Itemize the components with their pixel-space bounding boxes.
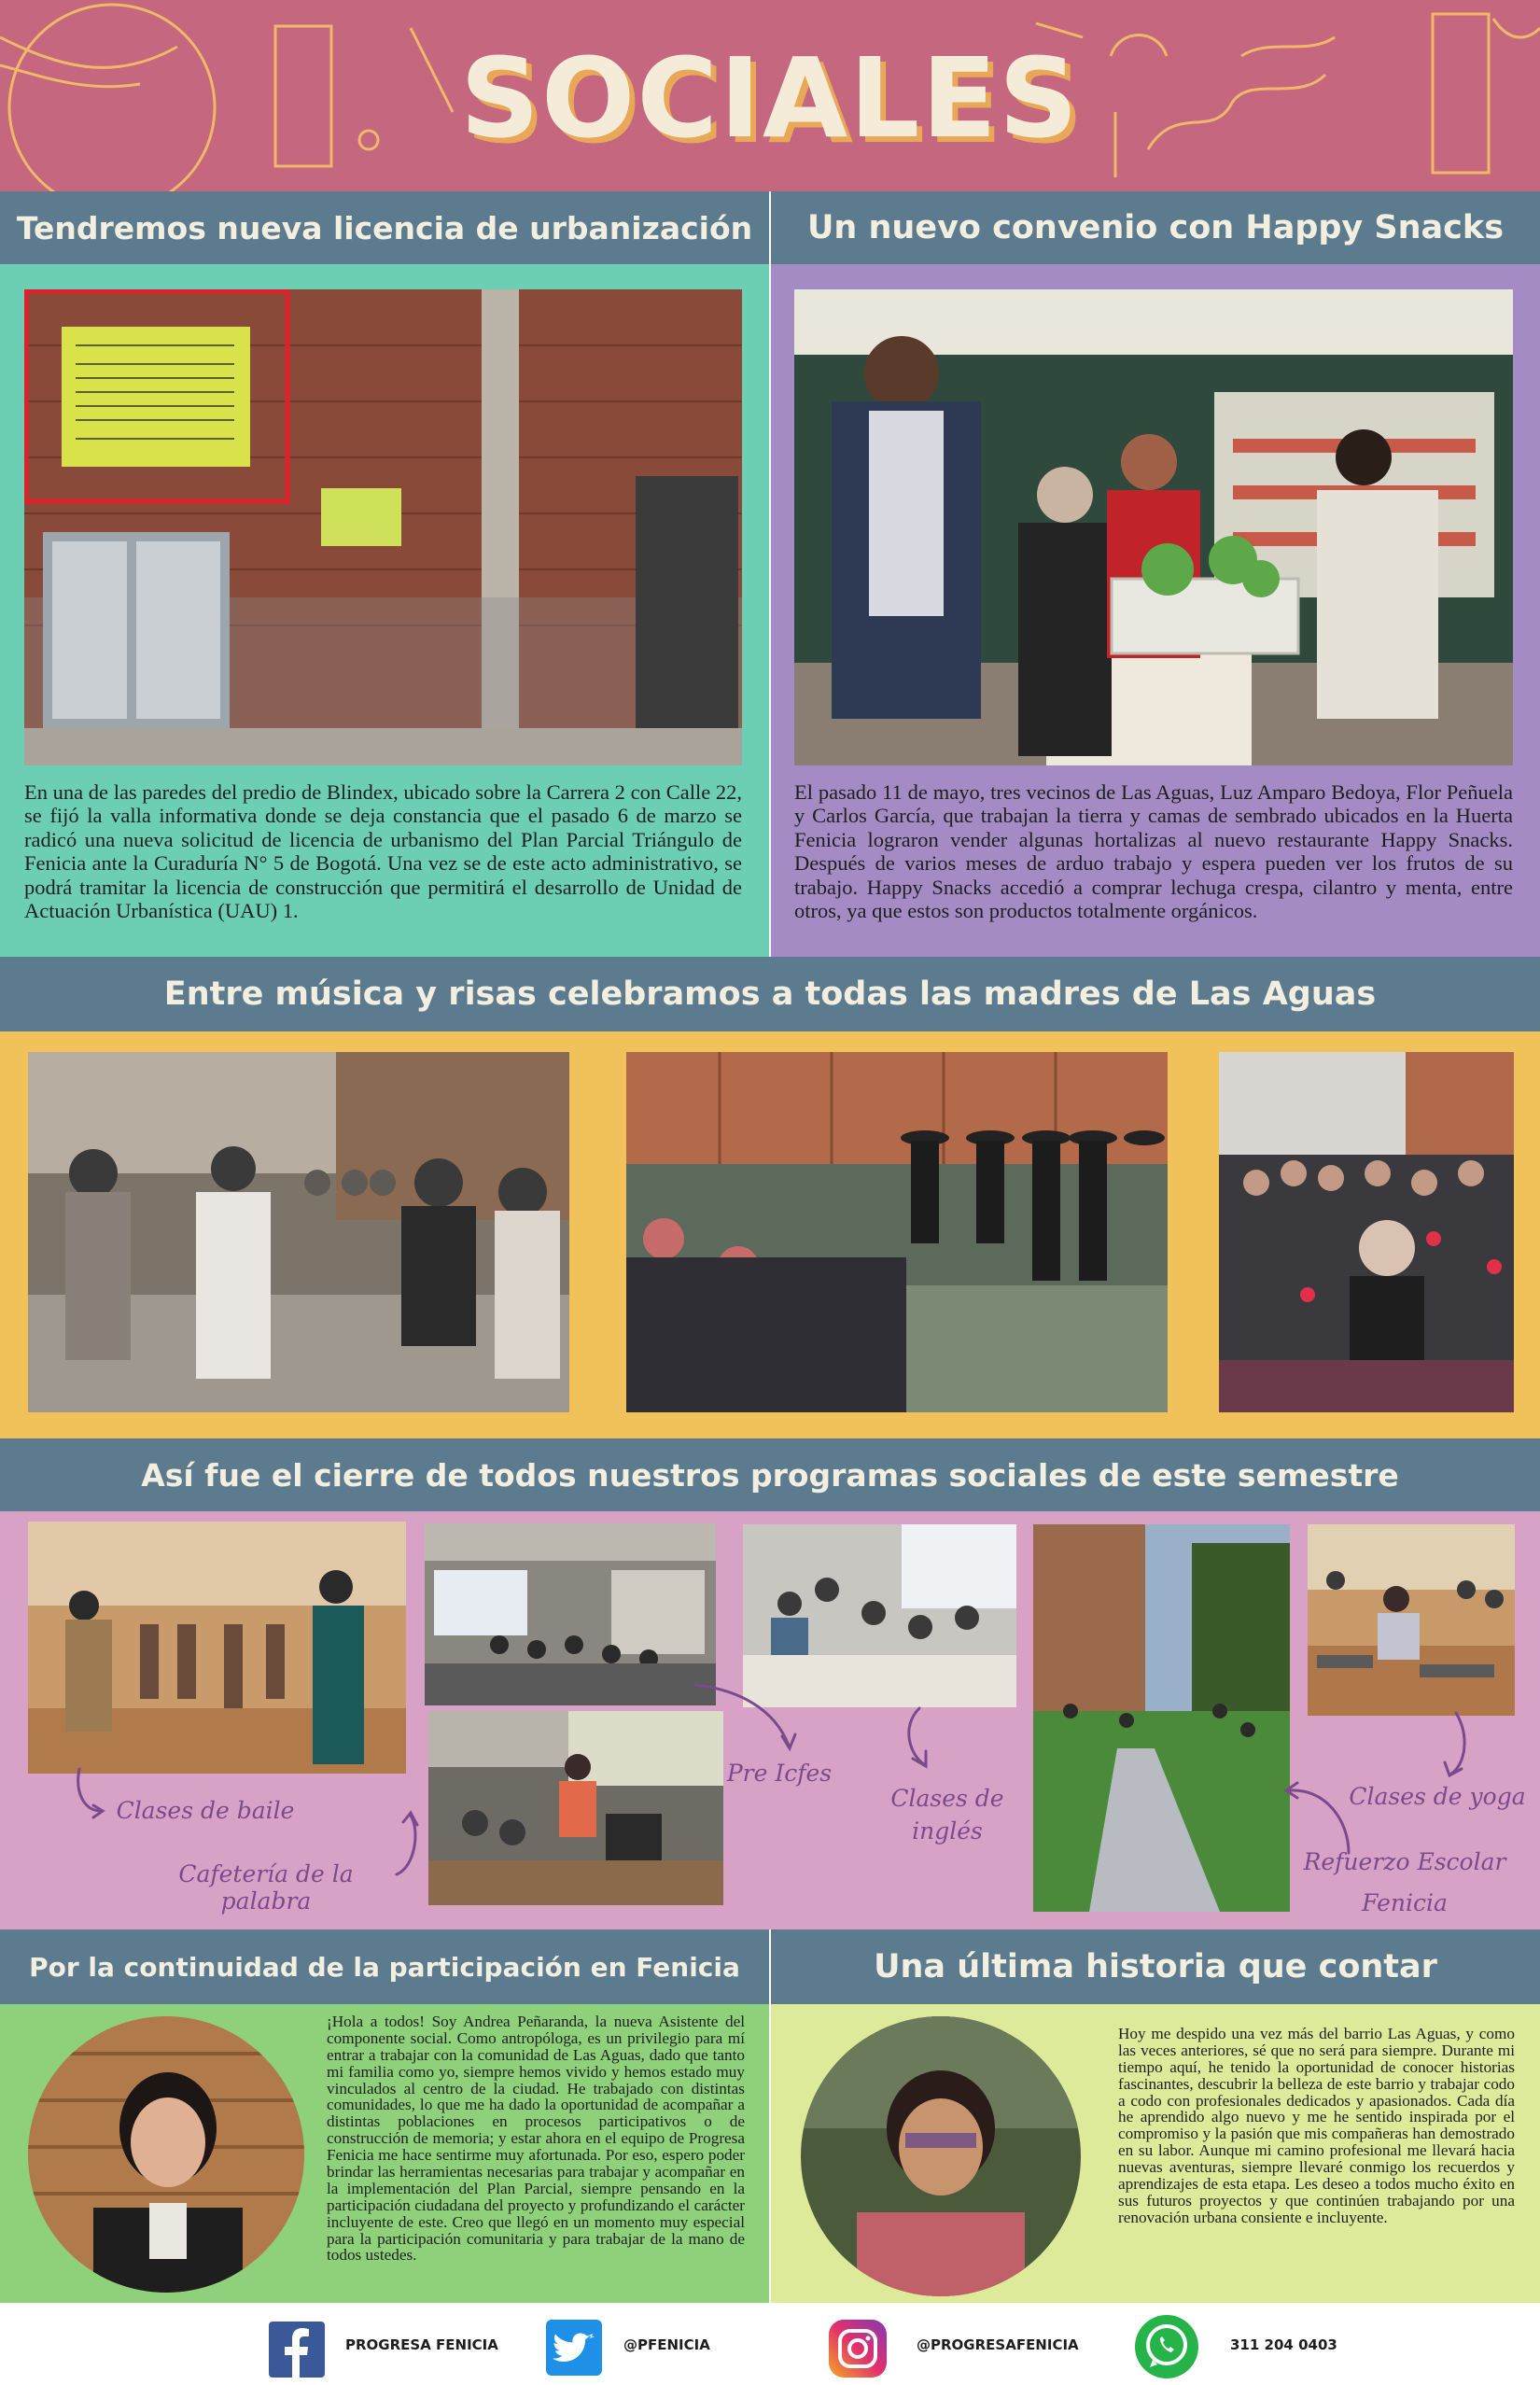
footer-twitter-handle[interactable]: @PFENICIA: [623, 2336, 710, 2353]
section-heading-happy-snacks: Un nuevo convenio con Happy Snacks: [771, 191, 1540, 264]
section-continuidad-body: ¡Hola a todos! Soy Andrea Peñaranda, la nueva Asistente del componente social. Como antropóloga, es un privilegio para mí entrar a trabajar con la comunidad de Las Aguas, dado que tanto mi familia como yo, siempre hemos vivido y hemos estado muy vinculados al centro de la ciudad. He trabajado con distintas comunidades, lo que me ha dado la oportunidad de acompañar a distintas poblaciones en procesos participativos o de construcción de memoria; y estar ahora en el equipo de Progresa Fenicia me hace sentirme muy afortunada. Por eso, espero poder brindar las herramientas necesarias para trabajar y acompañar en la implementación del Plan Parcial, siempre pensando en la participación ciudadana del proyecto y profundizando el carácter incluyente de este. Creo que llegó en un momento muy especial para la participación comunitaria y para trabajar de la mano de todos ustedes.: [327, 2013, 745, 2265]
label-refuerzo-escolar-line1: Refuerzo Escolar: [1303, 1848, 1506, 1875]
footer-facebook-handle[interactable]: PROGRESA FENICIA: [345, 2336, 498, 2353]
section-happy-snacks-body: El pasado 11 de mayo, tres vecinos de Las Aguas, Luz Amparo Bedoya, Flor Peñuela y Carlos García, que trabajan la tierra y camas de sembrado ubicados en la Huerta Fenicia lograron vender algunas hortalizas al nuevo restaurante Happy Snacks. Después de varios meses de arduo trabajo y espera pueden ver los frutos de su trabajo. Happy Snacks accedió a comprar lechuga crespa, cilantro y menta, entre otros, ya que estos son productos totalmente orgánicos.: [794, 780, 1513, 923]
photo-madres-baile: [28, 1052, 569, 1412]
portrait-despedida: [801, 2016, 1081, 2296]
photo-cafeteria-palabra-1: [425, 1523, 716, 1705]
label-clases-ingles-line2: inglés: [912, 1817, 983, 1845]
column-divider: [769, 191, 771, 957]
photo-cafeteria-palabra-2: [428, 1711, 723, 1905]
photo-pre-icfes: [743, 1524, 1016, 1707]
photo-clases-yoga: [1308, 1524, 1515, 1716]
section-ultima-historia-body: Hoy me despido una vez más del barrio Las Aguas, y como las veces anteriores, sé que no será para siempre. Durante mi tiempo aquí, he tenido la oportunidad de conocer historias fascinantes, descubrir la belleza de este barrio y trabajar codo a codo con profesionales dedicados y apasionados. Cada día he aprendido algo nuevo y me he sentido inspirada por el compromiso y la pasión que mis compañeras han demostrado en su labor. Aunque mi camino profesional me llevará hacia nuevas aventuras, siempre llevaré conmigo los recuerdos y aprendizajes de esta etapa. Les deseo a todos mucho éxito en sus futuros proyectos y que continúen trabajando por una renovación urbana consiente e incluyente.: [1118, 2025, 1515, 2226]
facebook-icon[interactable]: [269, 2322, 325, 2378]
label-pre-icfes: Pre Icfes: [726, 1760, 833, 1787]
photo-valla-blindex: [24, 289, 742, 765]
section-heading-ultima-historia: Una última historia que contar: [771, 1929, 1540, 2004]
section-licencia-body: En una de las paredes del predio de Blindex, ubicado sobre la Carrera 2 con Calle 22, se fijó la valla informativa donde se deja constancia que el pasado 6 de marzo se radicó una nueva solicitud de licencia de urbanismo del Plan Parcial Triángulo de Fenicia ante la Curaduría N° 5 de Bogotá. Una vez se de este acto administrativo, se podrá tramitar la licencia de construcción que permitirá el desarrollo de Unidad de Actuación Urbanística (UAU) 1.: [24, 780, 742, 923]
portrait-andrea-penaranda: [28, 2016, 304, 2293]
twitter-icon[interactable]: [546, 2320, 602, 2376]
instagram-icon[interactable]: [829, 2320, 887, 2378]
section-heading-licencia: Tendremos nueva licencia de urbanización: [0, 191, 769, 264]
label-clases-baile: Clases de baile: [116, 1797, 295, 1824]
photo-happy-snacks: [794, 289, 1513, 765]
whatsapp-icon[interactable]: [1132, 2313, 1202, 2380]
label-clases-yoga: Clases de yoga: [1349, 1783, 1526, 1810]
section-heading-continuidad: Por la continuidad de la participación en Fenicia: [0, 1929, 769, 2004]
label-cafeteria-palabra: Cafetería de la palabra: [178, 1860, 354, 1915]
photo-refuerzo-escolar: [1033, 1524, 1290, 1912]
column-divider-bottom: [769, 1929, 771, 2303]
section-heading-madres: Entre música y risas celebramos a todas las madres de Las Aguas: [0, 957, 1540, 1031]
photo-clases-baile: [28, 1522, 406, 1774]
label-clases-ingles-line1: Clases de: [890, 1785, 1004, 1812]
footer-whatsapp-number[interactable]: 311 204 0403: [1230, 2336, 1337, 2353]
footer-instagram-handle[interactable]: @PROGRESAFENICIA: [917, 2336, 1079, 2353]
label-refuerzo-escolar-line2: Fenicia: [1362, 1889, 1448, 1916]
photo-madres-mariachi: [626, 1052, 1168, 1412]
section-heading-cierre: Así fue el cierre de todos nuestros programas sociales de este semestre: [0, 1438, 1540, 1511]
masthead: [0, 0, 1540, 191]
masthead-title: SOCIALES: [460, 34, 1080, 162]
photo-madres-rosas: [1219, 1052, 1514, 1412]
